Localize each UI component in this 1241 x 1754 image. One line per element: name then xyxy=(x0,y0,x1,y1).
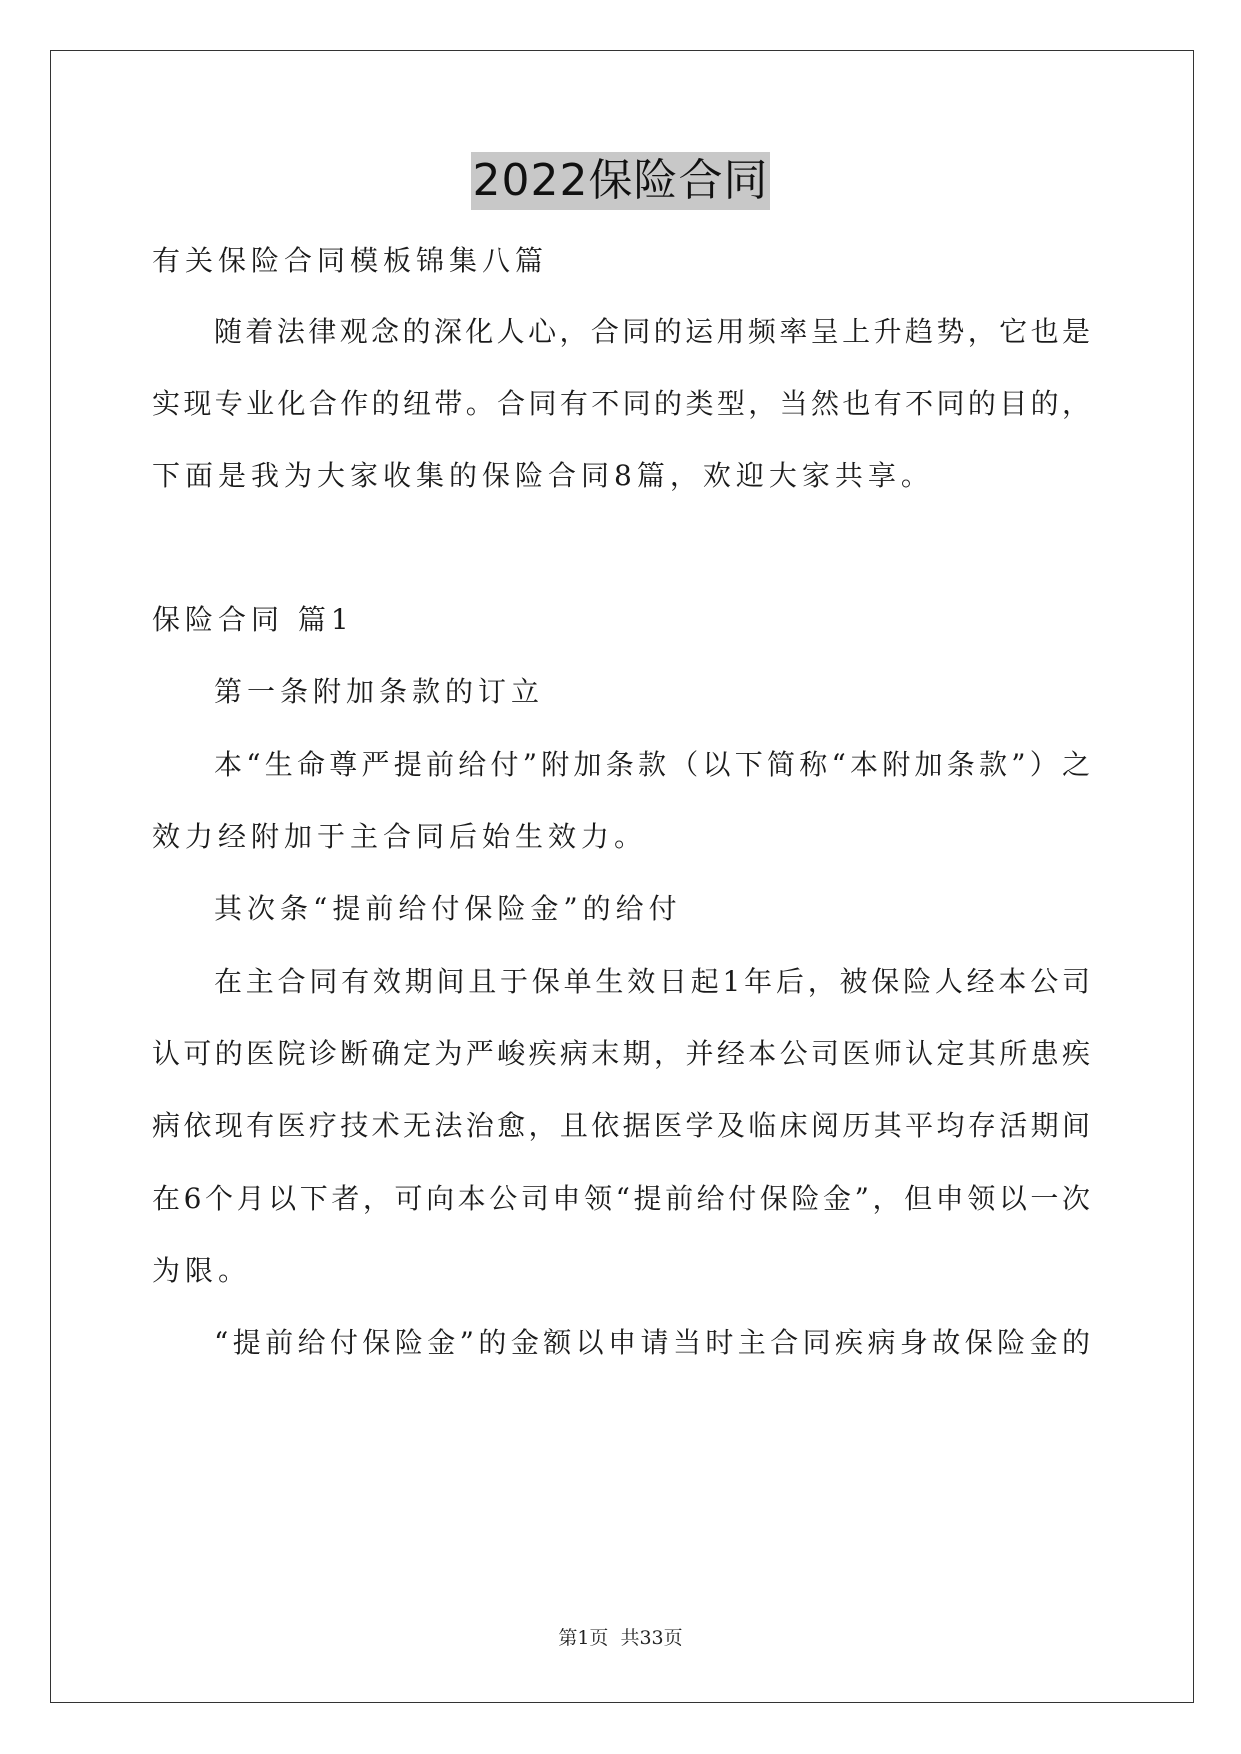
article2-heading: 其次条“提前给付保险金”的给付 xyxy=(214,892,682,925)
article2-body-line-4: 在6个月以下者，可向本公司申领“提前给付保险金”，但申领以一次 xyxy=(152,1182,1090,1215)
article2-body-line-5: 为限。 xyxy=(152,1254,252,1287)
page-border xyxy=(50,50,1194,1703)
section-heading: 保险合同 篇1 xyxy=(152,603,354,636)
article1-body-line-2: 效力经附加于主合同后始生效力。 xyxy=(152,820,648,853)
intro-line-1: 随着法律观念的深化人心，合同的运用频率呈上升趋势，它也是 xyxy=(214,315,1090,348)
article2-body-line-1: 在主合同有效期间且于保单生效日起1年后，被保险人经本公司 xyxy=(214,965,1090,998)
article2-tail-line: “提前给付保险金”的金额以申请当时主合同疾病身故保险金的 xyxy=(214,1326,1090,1359)
document-title: 2022保险合同 xyxy=(471,152,771,210)
article1-body-line-1: 本“生命尊严提前给付”附加条款（以下简称“本附加条款”）之 xyxy=(214,748,1090,781)
article2-body-line-2: 认可的医院诊断确定为严峻疾病末期，并经本公司医师认定其所患疾 xyxy=(152,1037,1090,1070)
article2-body-line-3: 病依现有医疗技术无法治愈，且依据医学及临床阅历其平均存活期间 xyxy=(152,1109,1090,1142)
title-container xyxy=(0,152,1241,210)
document-subtitle: 有关保险合同模板锦集八篇 xyxy=(152,244,549,277)
intro-line-3: 下面是我为大家收集的保险合同8篇，欢迎大家共享。 xyxy=(152,459,934,492)
page-number-footer: 第1页 共33页 xyxy=(558,1627,683,1649)
article1-heading: 第一条附加条款的订立 xyxy=(214,675,545,708)
intro-line-2: 实现专业化合作的纽带。合同有不同的类型，当然也有不同的目的， xyxy=(152,387,1090,420)
